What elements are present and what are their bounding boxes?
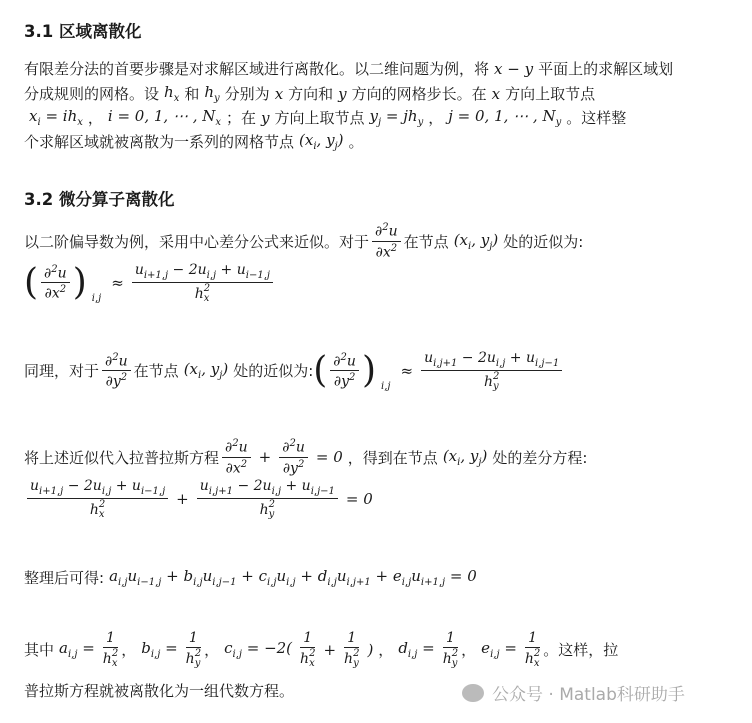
- section-title-3-1: 3.1 区域离散化: [24, 22, 142, 41]
- para-line: 分成规则的网格。设 $h_x$ 和 $h_y$ 分别为 x 方向和 y 方向的网格步长。在 x 方向上取节点: [24, 83, 596, 104]
- para-line: 有限差分法的首要步骤是对求解区域进行离散化。以二维问题为例，将 x − y 平面上的求解区域划: [24, 59, 674, 78]
- wechat-icon: [462, 684, 484, 702]
- para-line: 其中 $a_{i,j}$ = 1 h 2 x ， $b_{i,j}$ = 1 h 2 y ， $c_{i,j} = -2$( 1 h 2 x + 1 h 2 y ) ， $d_{i,j}$ = 1 h 2 y ， $e_{i,j}$ = 1 h 2 x 。这样，拉: [24, 630, 619, 669]
- section-title-3-2: 3.2 微分算子离散化: [24, 190, 175, 209]
- para-line: 将上述近似代入拉普拉斯方程 $\frac{\partial^2u}{\partial x^2}$ + $\frac{\partial^2u}{\partial y^2}$ = 0 ，得到在节点 ($x_i$, $y_j$) 处的差分方程:: [24, 438, 588, 477]
- para-line: $x_i = ih_x$ ， i = 0, 1, ⋯ , $N_x$ ；在 y 方向上取节点 $y_j = jh_y$ ， j = 0, 1, ⋯ , $N_y$ 。这样整: [29, 107, 627, 128]
- para-line: 同理，对于 $\frac{\partial^2u}{\partial y^2}$ 在节点 ($x_i$, $y_j$) 处的近似为: ( $\frac{\partial^2u}{\partial y^2}$ ) i,j ≈ $u_{i,j+1} - 2u_{i,j} + u_{i,j-1}$ h 2 y: [24, 350, 565, 392]
- watermark: 公众号 · Matlab科研助手: [462, 680, 685, 705]
- para-line: 个求解区域就被离散为一系列的网格节点 ($x_i$, $y_j$) 。: [24, 131, 364, 152]
- formula-difference: $u_{i+1,j} - 2u_{i,j} + u_{i-1,j}$ h 2 x + $u_{i,j+1} - 2u_{i,j} + u_{i,j-1}$ h 2 y = 0: [24, 478, 378, 520]
- para-line: 整理后可得: $a_{i,j}u_{i-1,j} + b_{i,j}u_{i,j-1} + c_{i,j}u_{i,j} + d_{i,j}u_{i,j+1} + e_{i,j}u_{i+1,j} = 0$: [24, 567, 477, 588]
- formula-dx2: ( $\frac{\partial^2u}{\partial x^2}$ ) i,j ≈ $u_{i+1,j} - 2u_{i,j} + u_{i-1,j}$ h 2 x: [24, 262, 276, 304]
- para-line: 普拉斯方程就被离散化为一组代数方程。: [24, 682, 295, 700]
- para-line: 以二阶偏导数为例，采用中心差分公式来近似。对于 $\frac{\partial^2u}{\partial x^2}$ 在节点 ($x_i$, $y_j$) 处的近似为:: [24, 222, 584, 261]
